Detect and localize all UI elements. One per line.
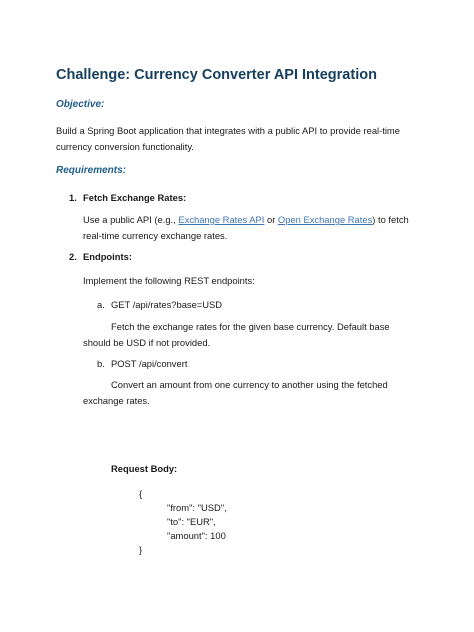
- requirement-1-text-after: ) to fetch real-time currency exchange rates.: [83, 214, 409, 241]
- request-body-from: "from": "USD",: [167, 502, 227, 513]
- requirement-1-text-before: Use a public API (e.g.,: [83, 214, 179, 225]
- requirement-1-text-mid: or: [264, 214, 278, 225]
- requirement-1-heading: [69, 190, 186, 206]
- endpoints-intro: Implement the following REST endpoints:: [83, 275, 255, 286]
- requirement-1-number: 1.: [69, 192, 77, 203]
- objective-heading: Objective:: [56, 99, 105, 110]
- page-title: Challenge: Currency Converter API Integration: [56, 67, 377, 83]
- requirement-1-text: [83, 212, 415, 244]
- objective-text: Build a Spring Boot application that integrates with a public API to provide real-time currency conversion functionality.: [56, 125, 400, 152]
- endpoint-b: [97, 356, 187, 372]
- requirement-2-heading: [69, 249, 132, 265]
- endpoint-b-marker: b.: [97, 358, 105, 369]
- endpoint-a-route: GET /api/rates?base=USD: [111, 299, 223, 310]
- exchange-rates-api-link[interactable]: Exchange Rates API: [178, 214, 265, 225]
- requirement-2-number: 2.: [69, 251, 77, 262]
- requirements-heading: Requirements:: [56, 165, 127, 176]
- open-exchange-rates-link[interactable]: Open Exchange Rates: [277, 214, 373, 225]
- endpoint-a: [97, 297, 222, 313]
- request-body-open-brace: {: [139, 488, 143, 499]
- request-body-to: "to": "EUR",: [167, 516, 216, 527]
- endpoint-b-description: Convert an amount from one currency to another using the fetched exchange rates.: [83, 379, 388, 406]
- requirement-2-label: Endpoints:: [83, 251, 132, 262]
- request-body-close-brace: }: [139, 544, 143, 555]
- endpoint-a-description: Fetch the exchange rates for the given base currency. Default base should be USD if not provided.: [83, 321, 390, 348]
- requirement-1-label: Fetch Exchange Rates:: [83, 192, 187, 203]
- endpoint-b-route: POST /api/convert: [111, 358, 188, 369]
- request-body-amount: "amount": 100: [167, 530, 226, 541]
- request-body-label: Request Body:: [111, 463, 178, 474]
- endpoint-a-marker: a.: [97, 299, 105, 310]
